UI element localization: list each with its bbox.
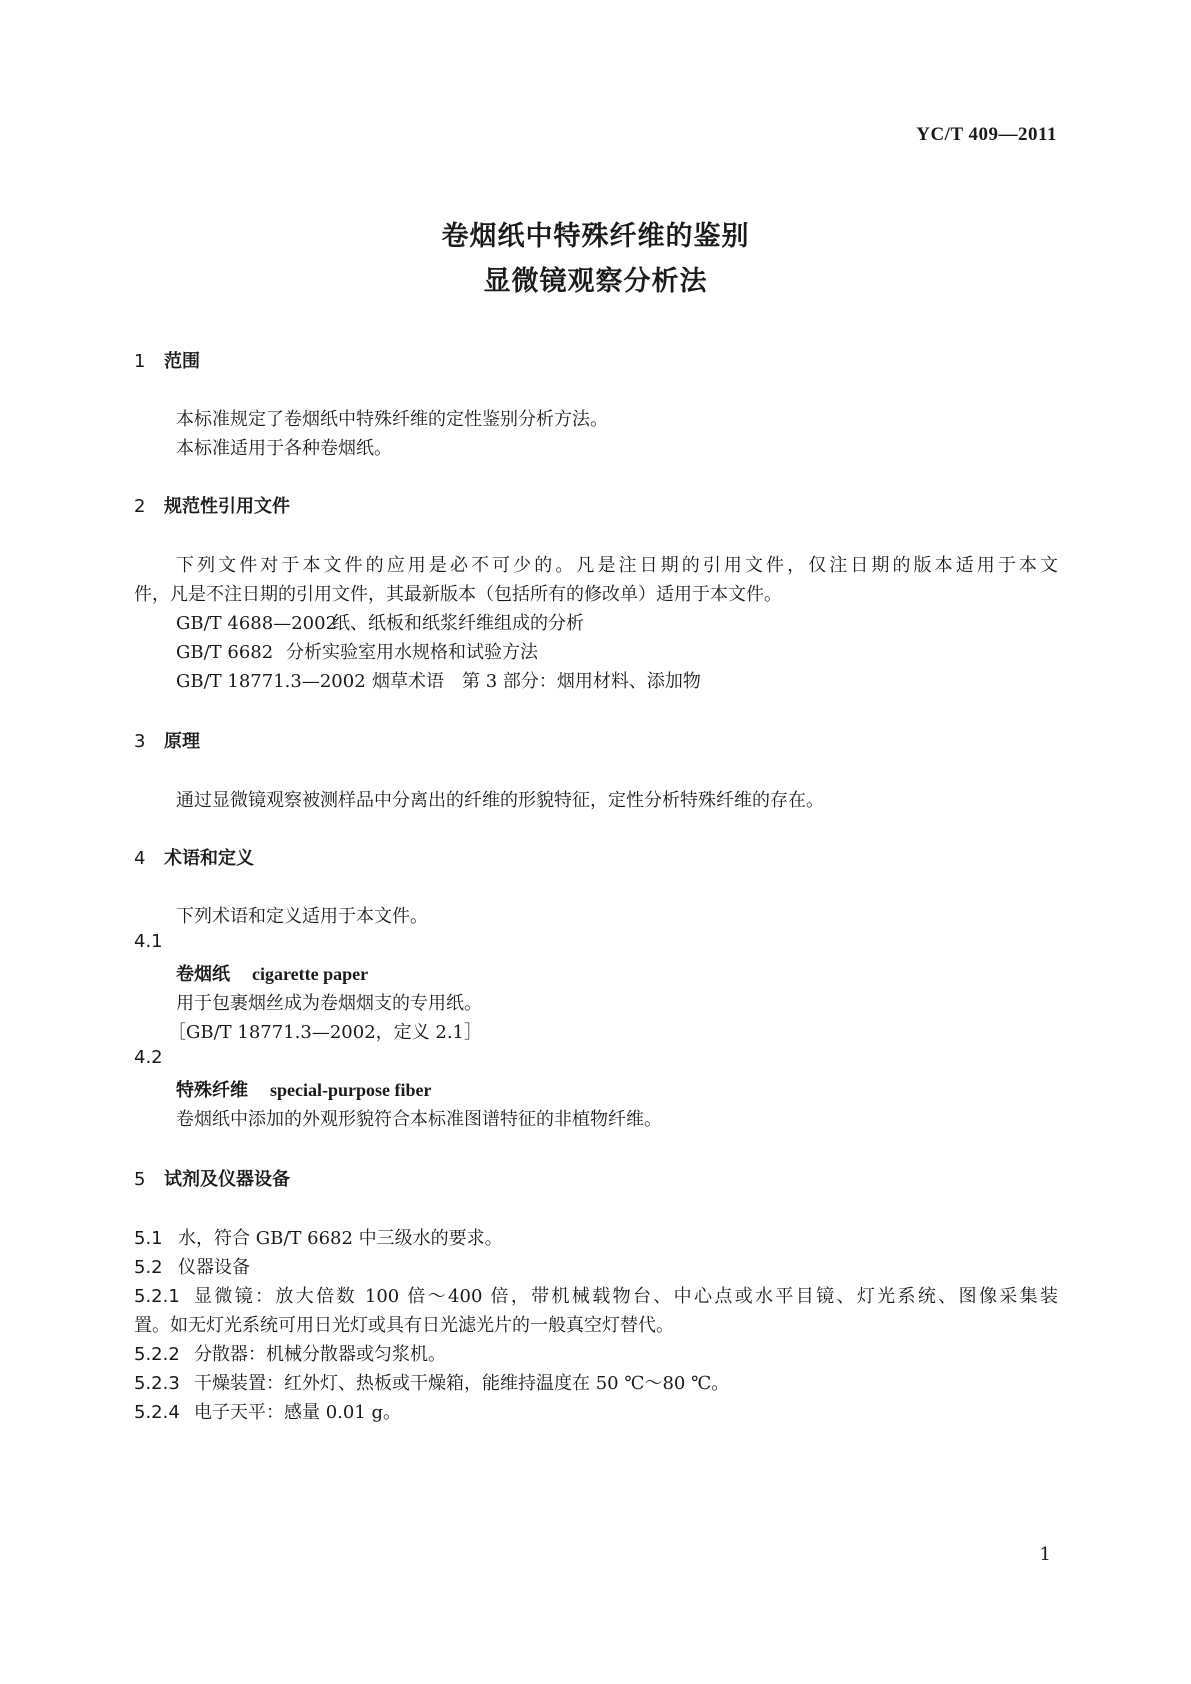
clause-number: 5.2 [134, 1257, 163, 1278]
clause-5-1 [134, 1224, 503, 1250]
paragraph: 下列术语和定义适用于本文件。 [176, 906, 428, 927]
term-zh: 特殊纤维 [176, 1080, 248, 1101]
reference-item [176, 638, 538, 664]
paragraph: 通过显微镜观察被测样品中分离出的纤维的形貌特征，定性分析特殊纤维的存在。 [176, 790, 824, 811]
reference-title: 分析实验室用水规格和试验方法 [286, 642, 538, 663]
reference-code: GB/T 18771.3—2002 [176, 671, 366, 692]
standard-number: YC/T 409—2011 [916, 124, 1057, 145]
page-number: 1 [1039, 1544, 1051, 1565]
clause-5-2-1 [134, 1282, 1058, 1308]
clause-number: 5.1 [134, 1228, 163, 1249]
reference-title: 烟草术语 第 3 部分：烟用材料、添加物 [372, 671, 701, 692]
section-number: 5 [134, 1169, 146, 1190]
reference-code: GB/T 4688—2002 [176, 613, 338, 634]
clause-number: 5.2.4 [134, 1402, 180, 1423]
clause-text: 显微镜：放大倍数 100 倍～400 倍，带机械载物台、中心点或水平目镜、灯光系统、图像采集装 [194, 1286, 1058, 1307]
term-source: ［GB/T 18771.3—2002，定义 2.1］ [168, 1022, 482, 1043]
section-5-heading [134, 1165, 290, 1191]
section-title: 规范性引用文件 [164, 496, 290, 517]
reference-item [176, 667, 701, 693]
clause-5-2 [134, 1253, 250, 1279]
section-1-heading [134, 347, 200, 373]
clause-number: 5.2.2 [134, 1344, 180, 1365]
section-title: 范围 [164, 351, 200, 372]
clause-text: 分散器：机械分散器或匀浆机。 [194, 1344, 446, 1365]
term-entry [176, 1076, 432, 1102]
reference-code: GB/T 6682 [176, 642, 274, 663]
paragraph: 本标准适用于各种卷烟纸。 [176, 438, 392, 459]
term-en: special-purpose fiber [270, 1080, 432, 1100]
clause-text: 水，符合 GB/T 6682 中三级水的要求。 [178, 1228, 503, 1249]
clause-text: 干燥装置：红外灯、热板或干燥箱，能维持温度在 50 ℃～80 ℃。 [194, 1373, 730, 1394]
section-number: 3 [134, 731, 146, 752]
section-title: 原理 [164, 731, 200, 752]
section-2-heading [134, 492, 290, 518]
paragraph: 本标准规定了卷烟纸中特殊纤维的定性鉴别分析方法。 [176, 409, 608, 430]
clause-5-2-2 [134, 1340, 446, 1366]
section-3-heading [134, 727, 200, 753]
section-number: 2 [134, 496, 146, 517]
paragraph: 下列文件对于本文件的应用是必不可少的。凡是注日期的引用文件，仅注日期的版本适用于本文 [176, 555, 1058, 576]
term-en: cigarette paper [252, 964, 369, 984]
clause-text-continued: 置。如无灯光系统可用日光灯或具有日光滤光片的一般真空灯替代。 [134, 1315, 674, 1336]
section-title: 术语和定义 [164, 848, 254, 869]
term-number: 4.2 [134, 1047, 163, 1068]
section-number: 4 [134, 848, 146, 869]
term-definition: 用于包裹烟丝成为卷烟烟支的专用纸。 [176, 993, 482, 1014]
reference-item [176, 609, 584, 635]
clause-text: 仪器设备 [178, 1257, 250, 1278]
clause-number: 5.2.1 [134, 1286, 180, 1307]
term-number: 4.1 [134, 931, 163, 952]
document-title-line1: 卷烟纸中特殊纤维的鉴别 [441, 221, 750, 252]
section-4-heading [134, 844, 254, 870]
section-number: 1 [134, 351, 146, 372]
term-entry [176, 960, 368, 986]
clause-number: 5.2.3 [134, 1373, 180, 1394]
reference-title: 纸、纸板和纸浆纤维组成的分析 [332, 613, 584, 634]
term-definition: 卷烟纸中添加的外观形貌符合本标准图谱特征的非植物纤维。 [176, 1109, 662, 1130]
document-title-line2: 显微镜观察分析法 [483, 266, 708, 297]
paragraph: 件，凡是不注日期的引用文件，其最新版本（包括所有的修改单）适用于本文件。 [134, 584, 782, 605]
section-title: 试剂及仪器设备 [164, 1169, 290, 1190]
term-zh: 卷烟纸 [176, 964, 230, 985]
clause-5-2-3 [134, 1369, 729, 1395]
clause-text: 电子天平：感量 0.01 g。 [194, 1402, 402, 1423]
clause-5-2-4 [134, 1398, 401, 1424]
